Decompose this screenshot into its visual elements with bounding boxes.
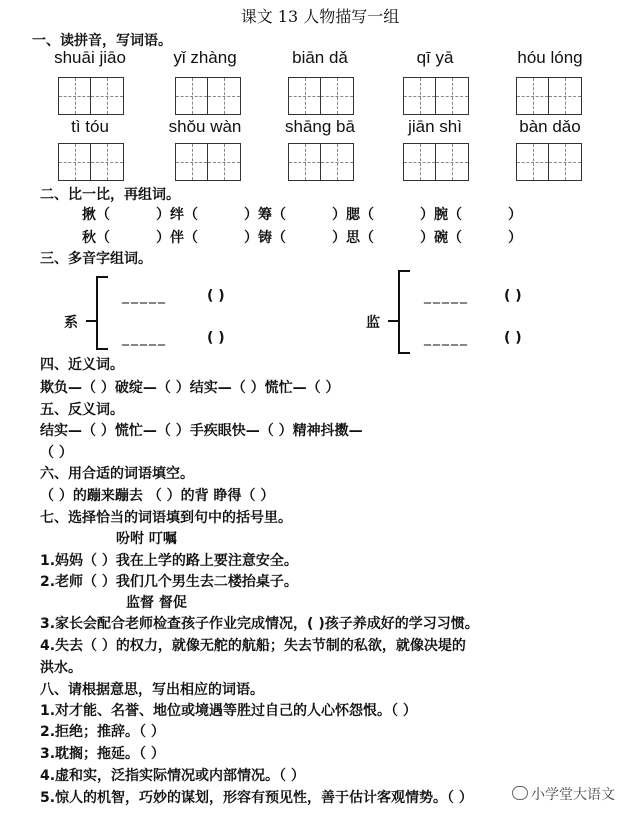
section-5-heading: 五、反义词。 xyxy=(40,402,124,418)
writing-boxes[interactable] xyxy=(175,143,241,181)
pinyin: bàn dǎo xyxy=(519,117,581,136)
compare-cell: ） xyxy=(508,230,522,246)
definition-line: 2.拒绝；推辞。（ ） xyxy=(40,724,165,740)
word-choices-1: 吩咐 叮嘱 xyxy=(116,531,177,547)
section-6-heading: 六、用合适的词语填空。 xyxy=(40,466,194,482)
compare-cell: ）绊（ xyxy=(156,207,198,223)
answer-paren: ( ) xyxy=(504,330,522,346)
writing-boxes[interactable] xyxy=(403,143,469,181)
compare-cell: 秋（ xyxy=(82,230,110,246)
answer-paren: ( ) xyxy=(207,330,225,346)
compare-row-2 xyxy=(82,227,522,247)
question-line: 1.妈妈（ ）我在上学的路上要注意安全。 xyxy=(40,553,298,569)
writing-boxes[interactable] xyxy=(403,77,469,115)
brace-tick xyxy=(86,320,96,322)
writing-boxes[interactable] xyxy=(58,77,124,115)
section-4-heading: 四、近义词。 xyxy=(40,357,124,373)
compare-cell: ）腮（ xyxy=(332,207,374,223)
answer-paren: ( ) xyxy=(207,288,225,304)
question-line: 3.家长会配合老师检查孩子作业完成情况，( )孩子养成好的学习习惯。 xyxy=(40,616,479,632)
pinyin: biān dǎ xyxy=(292,48,348,67)
section-7-heading: 七、选择恰当的词语填到句中的括号里。 xyxy=(40,510,292,526)
writing-boxes[interactable] xyxy=(58,143,124,181)
answer-blank: _____ xyxy=(424,288,469,304)
compare-cell: 揪（ xyxy=(82,207,110,223)
polyphone-char-2: 监 xyxy=(366,315,380,331)
compare-cell: ）筹（ xyxy=(244,207,286,223)
watermark: 小学堂大语文 xyxy=(508,784,619,804)
antonyms-tail: （ ） xyxy=(40,445,73,461)
brace-1 xyxy=(96,276,108,350)
section-2-heading: 二、比一比，再组词。 xyxy=(40,187,180,203)
compare-cell: ）碗（ xyxy=(420,230,462,246)
compare-cell: ） xyxy=(508,207,522,223)
pinyin: qī yā xyxy=(416,48,454,67)
brace-tick xyxy=(388,320,398,322)
compare-row-1 xyxy=(82,204,522,224)
writing-boxes[interactable] xyxy=(288,77,354,115)
pinyin: hóu lóng xyxy=(517,48,583,67)
synonyms-line: 欺负—（ ）破绽—（ ）结实—（ ）慌忙—（ ） xyxy=(40,380,340,396)
answer-blank: _____ xyxy=(424,330,469,346)
pinyin: shāng bā xyxy=(285,117,355,136)
polyphone-char-1: 系 xyxy=(64,315,78,331)
pinyin: shǒu wàn xyxy=(168,117,242,136)
definition-line: 4.虚和实，泛指实际情况或内部情况。（ ） xyxy=(40,768,305,784)
question-line: 4.失去（ ）的权力，就像无舵的航船；失去节制的私欲，就像决堤的 xyxy=(40,638,466,654)
section-1-heading: 一、读拼音，写词语。 xyxy=(32,33,172,49)
section-8-heading: 八、请根据意思，写出相应的词语。 xyxy=(40,682,264,698)
writing-boxes[interactable] xyxy=(175,77,241,115)
answer-blank: _____ xyxy=(122,330,167,346)
compare-cell: ）铸（ xyxy=(244,230,286,246)
page-title: 课文 13 人物描写一组 xyxy=(240,7,400,26)
answer-blank: _____ xyxy=(122,288,167,304)
antonyms-line: 结实—（ ）慌忙—（ ）手疾眼快—（ ）精神抖擞— xyxy=(40,423,363,439)
writing-boxes[interactable] xyxy=(516,77,582,115)
answer-paren: ( ) xyxy=(504,288,522,304)
section-3-heading: 三、多音字组词。 xyxy=(40,251,152,267)
compare-cell: ）思（ xyxy=(332,230,374,246)
writing-boxes[interactable] xyxy=(288,143,354,181)
definition-line: 3.耽搁；拖延。（ ） xyxy=(40,746,165,762)
definition-line: 1.对才能、名誉、地位或境遇等胜过自己的人心怀怨恨。（ ） xyxy=(40,703,417,719)
question-line: 2.老师（ ）我们几个男生去二楼抬桌子。 xyxy=(40,574,298,590)
fill-line: （ ）的蹦来蹦去 （ ）的背 睁得（ ） xyxy=(40,488,275,504)
compare-cell: ）腕（ xyxy=(420,207,462,223)
pinyin: tì tóu xyxy=(71,117,109,136)
writing-boxes[interactable] xyxy=(516,143,582,181)
word-choices-2: 监督 督促 xyxy=(126,595,187,611)
question-line: 洪水。 xyxy=(40,660,82,676)
pinyin: shuāi jiāo xyxy=(54,48,126,67)
compare-cell: ）伴（ xyxy=(156,230,198,246)
brace-2 xyxy=(398,270,410,354)
definition-line: 5.惊人的机智，巧妙的谋划，形容有预见性，善于估计客观情势。（ ） xyxy=(40,790,473,806)
pinyin: jiān shì xyxy=(408,117,462,136)
pinyin: yǐ zhàng xyxy=(173,48,237,67)
wechat-icon xyxy=(512,786,528,800)
